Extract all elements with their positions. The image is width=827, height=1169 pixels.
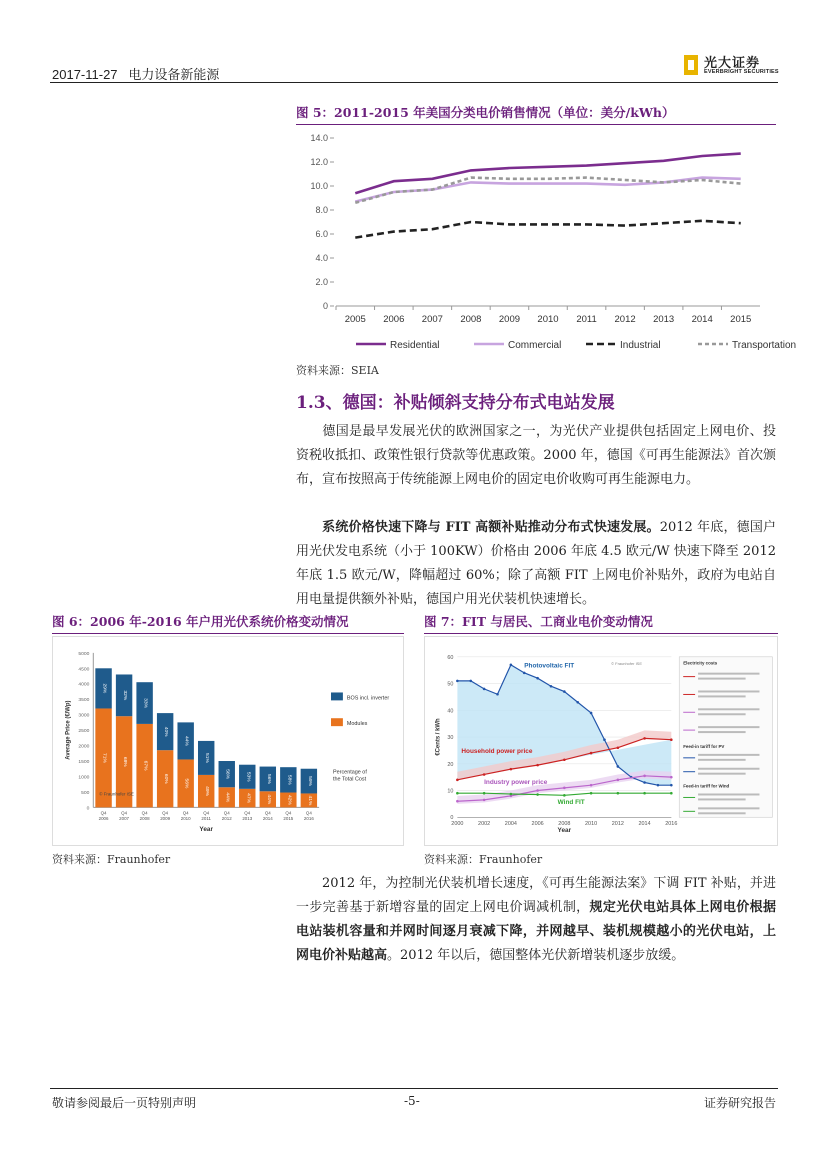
fig6-bar-pct-bos: 32%: [122, 690, 128, 701]
fig7-label-industry: Industry power price: [484, 778, 548, 786]
fig6-x-tick-q: Q4: [285, 810, 292, 816]
fig7-series-point: [563, 690, 566, 693]
fig5-x-tick-label: 2008: [460, 314, 482, 325]
fig7-series-point: [510, 768, 513, 771]
footer-report-type: 证券研究报告: [704, 1096, 777, 1110]
fig7-series-point: [456, 792, 459, 795]
fig6-bar-pct-bos: 53%: [245, 771, 251, 782]
fig5-y-tick-label: 6.0: [315, 229, 328, 239]
fig7-series-point: [576, 701, 579, 704]
fig7-series-point: [483, 688, 486, 691]
fig7-y-tick-label: 30: [447, 735, 454, 742]
fig5-x-tick-label: 2015: [730, 314, 752, 325]
footer-divider: [50, 1088, 778, 1089]
fig7-y-axis-label: €Cents / kWh: [435, 718, 442, 756]
fig7-x-axis-label: Year: [557, 827, 572, 835]
fig5-series-line: [355, 221, 740, 238]
fig7-x-tick-label: 2000: [451, 821, 464, 828]
fig6-bar-pct-modules: 41%: [306, 795, 312, 806]
fig6-y-tick-label: 0: [86, 806, 90, 812]
fig6-y-tick-label: 5000: [78, 651, 90, 657]
fig7-series-point: [617, 779, 620, 782]
fig7-series-point: [483, 799, 486, 802]
paragraph-3-bold: 规定光伏电站具体上网电价根据电站装机容量和并网时间逐月衰减下降，并网越早、装机规模越小的光伏电站，上网电价补贴越高: [296, 900, 776, 963]
fig5-x-tick-label: 2012: [614, 314, 636, 325]
fig7-x-tick-label: 2002: [478, 821, 491, 828]
fig6-y-tick-label: 500: [81, 790, 90, 796]
fig7-series-point: [536, 764, 539, 767]
fig5-series-line: [355, 178, 740, 203]
fig5-y-tick-label: 2.0: [315, 277, 328, 287]
fig5-x-tick-label: 2005: [344, 314, 366, 325]
fig6-bar-pct-bos: 29%: [101, 683, 107, 694]
header-divider: [50, 82, 778, 83]
fig6-title: 图 6：2006 年-2016 年户用光伏系统价格变动情况: [52, 612, 404, 634]
fig5-title: 图 5：2011-2015 年美国分类电价销售情况（单位：美分/kWh）: [296, 103, 776, 125]
fig5-x-tick-label: 2010: [537, 314, 559, 325]
fig5-x-tick-label: 2009: [498, 314, 521, 325]
fig7-series-point: [657, 784, 660, 787]
fig5-legend-label: Residential: [390, 340, 440, 351]
fig5-legend-label: Industrial: [620, 340, 661, 351]
header-date: 2017-11-27: [52, 67, 118, 82]
fig7-credit: © Fraunhofer ISE: [611, 660, 642, 666]
fig6-x-tick-year: 2011: [201, 816, 211, 822]
fig5-x-tick-label: 2014: [691, 314, 713, 325]
fig6-y-tick-label: 1500: [78, 759, 90, 765]
fig7-series-point: [643, 775, 646, 778]
logo-text-cn: 光大证券: [704, 56, 761, 71]
fig7-label-wind: Wind FIT: [557, 798, 585, 806]
fig7-x-tick-label: 2014: [638, 821, 651, 828]
fig6-bar-pct-bos: 59%: [306, 776, 312, 787]
fig5-series-line: [355, 154, 740, 194]
fig6-credit: © Fraunhofer ISE: [99, 791, 134, 797]
fig7-series-point: [670, 738, 673, 741]
paragraph-3-text-b: 。2012 年以后，德国整体光伏新增装机逐步放缓。: [387, 948, 685, 963]
fig6-bar-pct-modules: 44%: [224, 792, 230, 803]
fig7-series-point: [643, 781, 646, 784]
fig6-x-tick-year: 2013: [242, 816, 253, 822]
fig5-line-chart: [296, 126, 797, 358]
fig7-series-point: [670, 776, 673, 779]
header-sector: 电力设备新能源: [128, 67, 220, 82]
fig7-legend-head-cost: Electricity costs: [683, 660, 718, 666]
fig6-x-tick-year: 2007: [119, 816, 130, 822]
fig7-legend-text-line: [698, 731, 746, 733]
fig6-x-tick-year: 2015: [283, 816, 294, 822]
paragraph-1-text: 德国是最早发展光伏的欧洲国家之一，为光伏产业提供包括固定上网电价、投资税收抵扣、政策性银行贷款等优惠政策。2000 年，德国《可再生能源法》首次颁布，宣布按照高于传统能源上网电价的固定电价收购可再生能源电力。: [296, 424, 776, 487]
fig7-series-point: [643, 737, 646, 740]
fig7-legend-text-line: [698, 678, 746, 680]
fig7-series-point: [563, 787, 566, 790]
fig7-series-point: [536, 789, 539, 792]
fig6-x-tick-year: 2009: [160, 816, 171, 822]
fig7-x-tick-label: 2010: [585, 821, 598, 828]
fig7-legend-text-line: [698, 673, 759, 675]
fig7-series-point: [670, 784, 673, 787]
fig6-bar-pct-modules: 44%: [265, 794, 271, 805]
fig5-x-tick-label: 2007: [421, 314, 443, 325]
fig6-bar-pct-bos: 44%: [183, 735, 189, 746]
fig6-y-tick-label: 3000: [78, 713, 90, 719]
company-logo: [684, 52, 780, 80]
fig7-series-point: [496, 693, 499, 696]
fig7-legend-text-line: [698, 768, 759, 770]
fig6-bar-pct-modules: 67%: [142, 760, 148, 771]
fig6-x-tick-q: Q4: [100, 810, 107, 816]
fig7-x-tick-label: 2012: [611, 821, 624, 828]
fig7-series-point: [456, 680, 459, 683]
paragraph-3: [296, 872, 776, 968]
fig5-y-tick-label: 8.0: [315, 205, 328, 215]
fig6-bar-pct-modules: 71%: [101, 752, 107, 763]
fig6-x-tick-q: Q4: [223, 810, 230, 816]
fig6-bar-pct-bos: 56%: [265, 773, 271, 784]
fig7-legend-panel: [679, 657, 772, 817]
fig6-bar-pct-bos: 56%: [224, 769, 230, 780]
fig7-label-household: Household power price: [461, 748, 533, 756]
fig7-x-tick-label: 2016: [665, 821, 678, 828]
fig6-y-tick-label: 2000: [78, 744, 90, 750]
fig7-x-tick-label: 2004: [504, 821, 517, 828]
fig6-x-tick-q: Q4: [182, 810, 189, 816]
fig6-x-tick-year: 2008: [139, 816, 150, 822]
fig5-y-tick-label: 10.0: [310, 181, 328, 191]
fig6-bar-pct-bos: 51%: [204, 752, 210, 763]
fig6-x-tick-q: Q4: [264, 810, 271, 816]
fig6-x-tick-q: Q4: [305, 810, 312, 816]
fig7-series-point: [536, 793, 539, 796]
fig7-series-point: [670, 792, 673, 795]
fig6-bar-pct-modules: 49%: [204, 786, 210, 797]
fig7-series-point: [456, 800, 459, 803]
fig7-x-tick-label: 2006: [531, 821, 544, 828]
fig6-bar-chart: [52, 636, 404, 846]
fig7-series-point: [510, 664, 513, 667]
fig7-label-pv: Photovoltaic FIT: [524, 662, 575, 670]
fig7-series-point: [603, 738, 606, 741]
fig6-bar-pct-modules: 56%: [183, 778, 189, 789]
logo-text-en: EVERBRIGHT SECURITIES: [704, 69, 779, 75]
fig6-y-tick-label: 2500: [78, 729, 90, 735]
fig7-series-point: [536, 677, 539, 680]
paragraph-2: [296, 516, 776, 612]
fig6-x-tick-q: Q4: [141, 810, 148, 816]
fig7-series-point: [550, 685, 553, 688]
fig7-series-point: [643, 792, 646, 795]
fig7-series-point: [469, 680, 472, 683]
fig6-legend-label-modules: Modules: [346, 721, 368, 728]
fig7-legend-text-line: [698, 798, 746, 800]
fig7-series-point: [617, 765, 620, 768]
fig6-legend-label-bos: BOS incl. inverter: [346, 695, 390, 702]
fig6-bar-pct-bos: 58%: [286, 774, 292, 785]
fig7-y-tick-label: 0: [450, 815, 454, 822]
fig6-legend-swatch-bos: [331, 692, 343, 700]
fig6-bar-pct-modules: 60%: [163, 773, 169, 784]
fig7-source: 资料来源：Fraunhofer: [424, 853, 543, 866]
fig6-x-tick-year: 2014: [262, 816, 273, 822]
fig6-x-axis-label: Year: [199, 826, 213, 834]
paragraph-3-text-a: 2012 年，为控制光伏装机增长速度，《可再生能源法案》下调 FIT 补贴，并进一步完善基于新增容量的固定上网电价调减机制，: [296, 876, 776, 915]
fig7-legend-text-line: [698, 690, 759, 692]
fig6-bar-pct-modules: 47%: [245, 793, 251, 804]
paragraph-2-text: 2012 年底，德国户用光伏发电系统（小于 100KW）价格由 2006 年底 4.5 欧元/W 快速下降至 2012 年底 1.5 欧元/W，降幅超过 60%；除了高额 FIT 上网电价补贴外，政府为电站自用电量提供额外补贴，德国户用光伏装机快速增长。: [296, 520, 776, 607]
fig7-legend-text-line: [698, 807, 759, 809]
fig6-x-tick-q: Q4: [244, 810, 251, 816]
fig6-y-axis-label: Average Price (€/Wp): [65, 700, 72, 760]
fig7-series-point: [590, 784, 593, 787]
fig7-series-point: [523, 672, 526, 675]
fig7-legend-text-line: [698, 812, 746, 814]
fig7-legend-text-line: [698, 695, 746, 697]
fig6-x-tick-q: Q4: [162, 810, 169, 816]
fig7-legend-text-line: [698, 793, 759, 795]
logo-mark-icon: [684, 55, 698, 75]
fig5-y-tick-label: 14.0: [310, 133, 328, 143]
fig7-y-tick-label: 20: [447, 761, 454, 768]
header-date-sector: [52, 64, 219, 83]
fig6-bar-pct-modules: 68%: [122, 756, 128, 767]
fig5-y-tick-label: 0: [322, 301, 328, 311]
paragraph-1: [296, 420, 776, 492]
fig6-legend-swatch-modules: [331, 718, 343, 726]
paragraph-2-bold: 系统价格快速下降与 FIT 高额补贴推动分布式快速发展。: [322, 520, 660, 535]
fig6-y-tick-label: 4000: [78, 682, 90, 688]
fig6-x-tick-year: 2010: [180, 816, 191, 822]
fig7-series-point: [563, 794, 566, 797]
fig7-series-point: [617, 746, 620, 749]
fig6-bar-pct-bos: 40%: [163, 726, 169, 737]
fig7-y-tick-label: 60: [447, 654, 454, 661]
fig7-series-point: [483, 792, 486, 795]
fig7-series-point: [590, 752, 593, 755]
fig5-x-tick-label: 2011: [576, 314, 597, 325]
fig7-y-tick-label: 10: [447, 788, 454, 795]
fig6-x-tick-q: Q4: [121, 810, 128, 816]
fig7-legend-text-line: [698, 754, 759, 756]
fig5-legend-label: Transportation: [732, 340, 797, 351]
fig7-legend-text-line: [698, 773, 746, 775]
fig7-y-tick-label: 50: [447, 681, 454, 688]
fig5-x-tick-label: 2013: [653, 314, 675, 325]
fig7-legend-text-line: [698, 708, 759, 710]
fig5-legend-label: Commercial: [508, 340, 562, 351]
fig5-x-tick-label: 2006: [383, 314, 405, 325]
fig7-series-point: [590, 792, 593, 795]
fig5-y-tick-label: 12.0: [310, 157, 328, 167]
fig7-y-tick-label: 40: [447, 708, 454, 715]
fig7-title: 图 7：FIT 与居民、工商业电价变动情况: [424, 612, 778, 634]
fig7-legend-head-wind: Feed-in tariff for Wind: [683, 783, 730, 789]
fig6-bar-pct-bos: 33%: [142, 698, 148, 709]
fig7-legend-text-line: [698, 713, 746, 715]
footer-page-number: -5-: [404, 1094, 420, 1108]
fig6-x-tick-year: 2006: [98, 816, 109, 822]
fig6-x-tick-year: 2012: [221, 816, 232, 822]
fig5-y-tick-label: 4.0: [315, 253, 328, 263]
fig5-source: 资料来源：SEIA: [296, 364, 379, 377]
fig6-annotation-1: Percentage of: [332, 769, 367, 776]
fig7-series-point: [590, 712, 593, 715]
fig7-series-point: [617, 792, 620, 795]
fig6-annotation-2: the Total Cost: [332, 776, 367, 783]
fig6-x-tick-q: Q4: [203, 810, 210, 816]
fig7-legend-head-pv: Feed-in tariff for PV: [683, 743, 725, 749]
section-title: 1.3、德国：补贴倾斜支持分布式电站发展: [296, 393, 615, 413]
fig7-line-chart: [424, 636, 778, 846]
fig6-y-tick-label: 1000: [78, 775, 90, 781]
fig7-x-tick-label: 2008: [558, 821, 571, 828]
fig7-legend-text-line: [698, 759, 746, 761]
fig7-series-point: [456, 779, 459, 782]
fig7-series-point: [483, 773, 486, 776]
fig7-series-point: [510, 793, 513, 796]
fig6-x-tick-year: 2016: [303, 816, 314, 822]
fig7-legend-text-line: [698, 726, 759, 728]
footer-disclaimer: 敬请参阅最后一页特别声明: [52, 1096, 197, 1110]
fig6-bar-pct-modules: 42%: [286, 794, 292, 805]
fig6-y-tick-label: 3500: [78, 698, 90, 704]
fig6-y-tick-label: 4500: [78, 667, 90, 673]
fig6-source: 资料来源：Fraunhofer: [52, 853, 171, 866]
fig7-series-point: [563, 758, 566, 761]
